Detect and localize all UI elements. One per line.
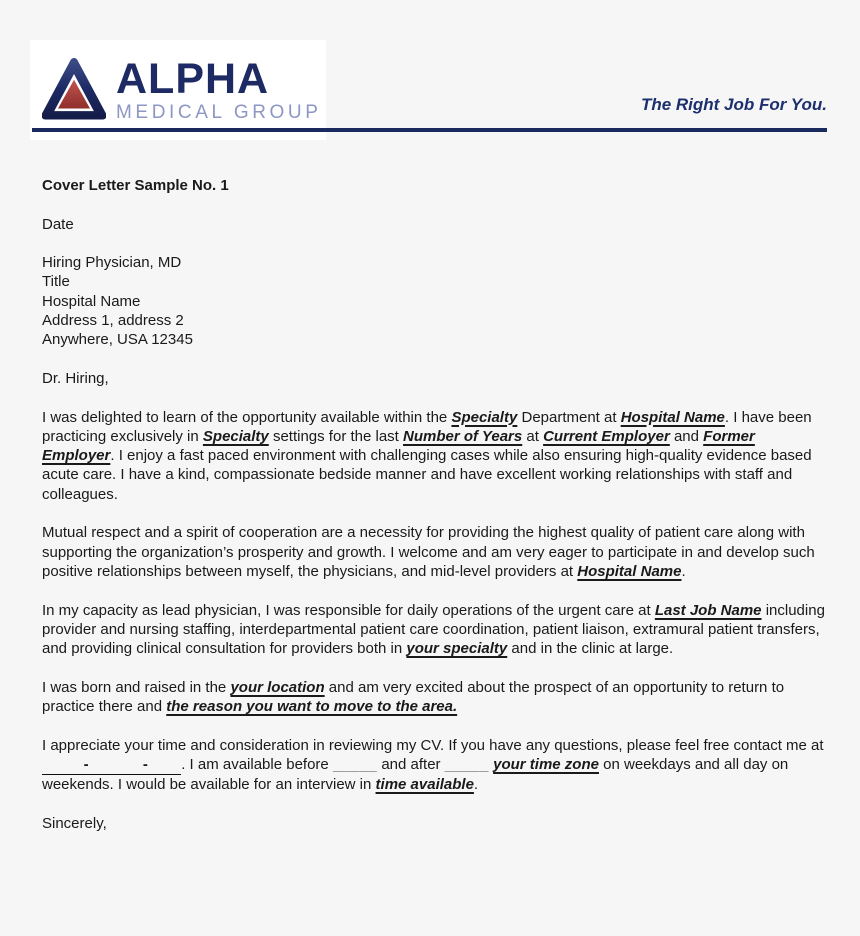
text-segment: . I have been practicing exclusively in <box>42 408 812 445</box>
text-segment: . I am available before <box>181 755 333 773</box>
fill-in-blank: _____ <box>444 755 489 773</box>
placeholder-emphasis: Hospital Name <box>620 408 725 426</box>
letter-paragraph <box>42 678 830 717</box>
placeholder-emphasis: Last Job Name <box>654 601 762 619</box>
text-segment: I was delighted to learn of the opportunity available within the <box>42 408 452 426</box>
text-segment: I appreciate your time and consideration in reviewing my CV. If you have any questions, please feel free contact me at <box>42 736 824 754</box>
text-segment: and <box>669 427 704 445</box>
text-segment: Department at <box>517 408 621 426</box>
letter-paragraph <box>42 523 830 581</box>
recipient-line: Hiring Physician, MD <box>42 254 182 272</box>
recipient-block <box>42 253 830 349</box>
placeholder-emphasis: Specialty <box>451 408 518 426</box>
letter-paragraph <box>42 408 830 504</box>
text-segment: Mutual respect and a spirit of cooperation are a necessity for providing the highest quality of patient care along with supporting the organization’s prosperity and growth. I welcome and am very eager to participate in and develop such positive relationships between myself, the physicians, and mid-level providers at <box>42 524 815 580</box>
alpha-triangle-icon <box>42 55 106 125</box>
text-segment: including provider and nursing staffing, interdepartmental patient care coordination, patient liaison, extramural patient transfers, and providing clinical consultation for providers both in <box>42 601 825 658</box>
placeholder-emphasis: the reason you want to move to the area. <box>166 698 458 716</box>
placeholder-emphasis: Former Employer <box>42 427 755 465</box>
recipient-line: Address 1, address 2 <box>42 312 184 330</box>
date-line: Date <box>42 215 74 233</box>
letter-title: Cover Letter Sample No. 1 <box>42 177 229 194</box>
salutation: Dr. Hiring, <box>42 369 109 387</box>
letter-body <box>42 176 830 852</box>
fill-in-blank: _____ <box>332 755 378 773</box>
placeholder-emphasis: your time zone <box>493 755 599 773</box>
text-segment: and in the clinic at large. <box>507 640 674 658</box>
company-tagline: The Right Job For You. <box>640 95 827 114</box>
recipient-line: Title <box>42 273 70 291</box>
alpha-medical-group-logo <box>30 40 326 140</box>
text-segment: at <box>522 427 544 445</box>
phone-number-blank: - - <box>42 755 181 775</box>
text-segment: In my capacity as lead physician, I was responsible for daily operations of the urgent care at <box>42 601 655 619</box>
placeholder-emphasis: your location <box>230 678 325 696</box>
letter-paragraph <box>42 601 830 659</box>
paragraphs-container <box>42 408 830 795</box>
text-segment: on weekdays and all day on weekends. I would be available for an interview in <box>42 755 789 794</box>
recipient-line: Hospital Name <box>42 292 141 310</box>
placeholder-emphasis: Current Employer <box>543 427 670 445</box>
text-segment: and am very excited about the prospect of an opportunity to return to practice there and <box>42 678 785 716</box>
text-segment: . <box>473 776 479 794</box>
placeholder-emphasis: Hospital Name <box>577 562 682 580</box>
text-segment: . <box>681 562 686 580</box>
placeholder-emphasis: Specialty <box>202 427 269 445</box>
logo-wordmark <box>116 55 322 123</box>
recipient-line: Anywhere, USA 12345 <box>42 331 193 349</box>
brand-subtitle: MEDICAL GROUP <box>116 102 322 123</box>
closing: Sincerely, <box>42 814 107 832</box>
text-segment: settings for the last <box>268 427 404 445</box>
letter-paragraph <box>42 736 830 795</box>
placeholder-emphasis: your specialty <box>406 640 508 658</box>
placeholder-emphasis: Number of Years <box>403 427 523 445</box>
placeholder-emphasis: time available <box>375 776 474 794</box>
text-segment: and after <box>377 755 445 773</box>
letterhead-divider <box>32 128 827 132</box>
text-segment: . I enjoy a fast paced environment with challenging cases while also ensuring high-quality evidence based acute care. I have a kind, compassionate bedside manner and have excellent working relationships with staff and colleagues. <box>42 447 812 503</box>
text-segment: I was born and raised in the <box>42 678 231 696</box>
brand-name: ALPHA <box>116 55 270 103</box>
